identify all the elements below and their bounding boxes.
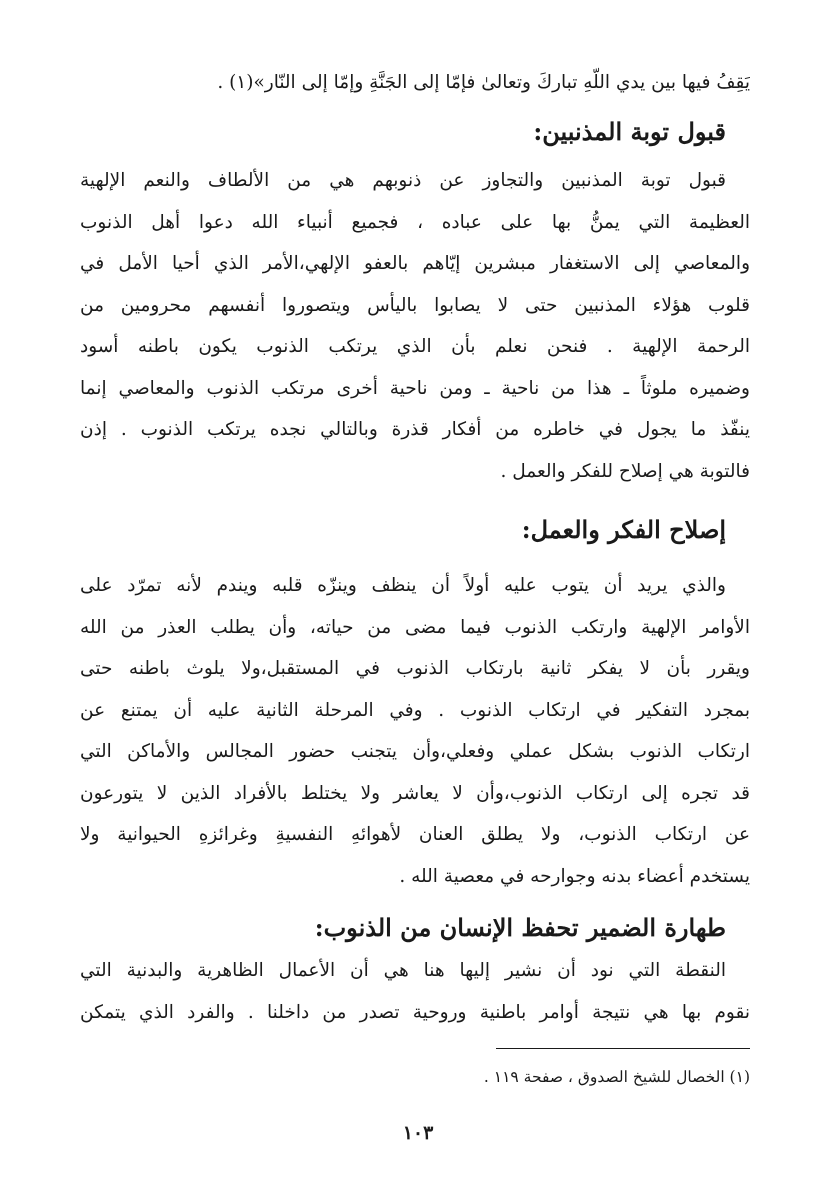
text-line: يستخدم أعضاء بدنه وجوارحه في معصية الله . [399,865,750,887]
text-line: الأوامر الإلهية وارتكب الذنوب فيما مضى من حياته، وأن يطلب العذر من الله [80,616,750,638]
section-heading-reform: إصلاح الفكر والعمل: [521,515,726,544]
text-line: نقوم بها هي نتيجة أوامر باطنية وروحية تصدر من داخلنا . والفرد الذي يتمكن [80,1001,750,1023]
text-line: يَقِفُ فيها بين يدي اللّهِ تباركَ وتعالىٰ فإمّا إلى الجَنَّةِ وإمّا إلى النّار»(١) . [217,72,750,93]
section-heading-repentance: قبول توبة المذنبين: [533,117,726,146]
text-line: بمجرد التفكير في ارتكاب الذنوب . وفي المرحلة الثانية عليه أن يمتنع عن [80,699,750,721]
opening-paragraph [80,62,750,104]
text-line: قد تجره إلى ارتكاب الذنوب،وأن لا يعاشر ولا يختلط بالأفراد الذين لا يتورعون [80,782,750,804]
section-body-reform [80,565,750,897]
section-body-conscience [80,950,750,1033]
section-body-repentance [80,160,750,492]
section-heading-conscience: طهارة الضمير تحفظ الإنسان من الذنوب: [314,913,726,942]
text-line: عن ارتكاب الذنوب، ولا يطلق العنان لأهوائهِ النفسيةِ وغرائزهِ الحيوانية ولا [80,824,750,845]
footnote-divider [496,1048,750,1049]
text-line: ارتكاب الذنوب بشكل عملي وفعلي،وأن يتجنب حضور المجالس والأماكن التي [80,741,750,762]
text-line: قلوب هؤلاء المذنبين حتى لا يصابوا باليأس ويتصوروا أنفسهم محرومين من [80,294,750,316]
text-line: والذي يريد أن يتوب عليه أولاً أن ينظف وينزّه قلبه ويندم لأنه تمرّد على [80,575,726,596]
text-line: النقطة التي نود أن نشير إليها هنا هي أن الأعمال الظاهرية والبدنية التي [80,960,726,981]
page-number: ١٠٣ [402,1122,434,1144]
text-line: وضميره ملوثاً ـ هذا من ناحية ـ ومن ناحية أخرى مرتكب الذنوب والمعاصي إنما [80,377,750,399]
text-line: الرحمة الإلهية . فنحن نعلم بأن الذي يرتكب الذنوب يكون باطنه أسود [80,336,750,357]
text-line: ينفّذ ما يجول في خاطره من أفكار قذرة وبالتالي نجده يرتكب الذنوب . إذن [80,419,750,440]
text-line: قبول توبة المذنبين والتجاوز عن ذنوبهم هي من الألطاف والنعم الإلهية [80,170,726,191]
text-line: ويقرر بأن لا يفكر ثانية بارتكاب الذنوب في المستقبل،ولا يلوث باطنه حتى [80,658,750,679]
text-line: والمعاصي إلى الاستغفار مبشرين إيّاهم بالعفو الإلهي،الأمر الذي أحيا الأمل في [80,253,750,274]
footnote: (١) الخصال للشيخ الصدوق ، صفحة ١١٩ . [483,1068,750,1086]
text-line: العظيمة التي يمنُّ بها على عباده ، فجميع أنبياء الله دعوا أهل الذنوب [80,211,750,233]
text-line: فالتوبة هي إصلاح للفكر والعمل . [500,460,750,482]
